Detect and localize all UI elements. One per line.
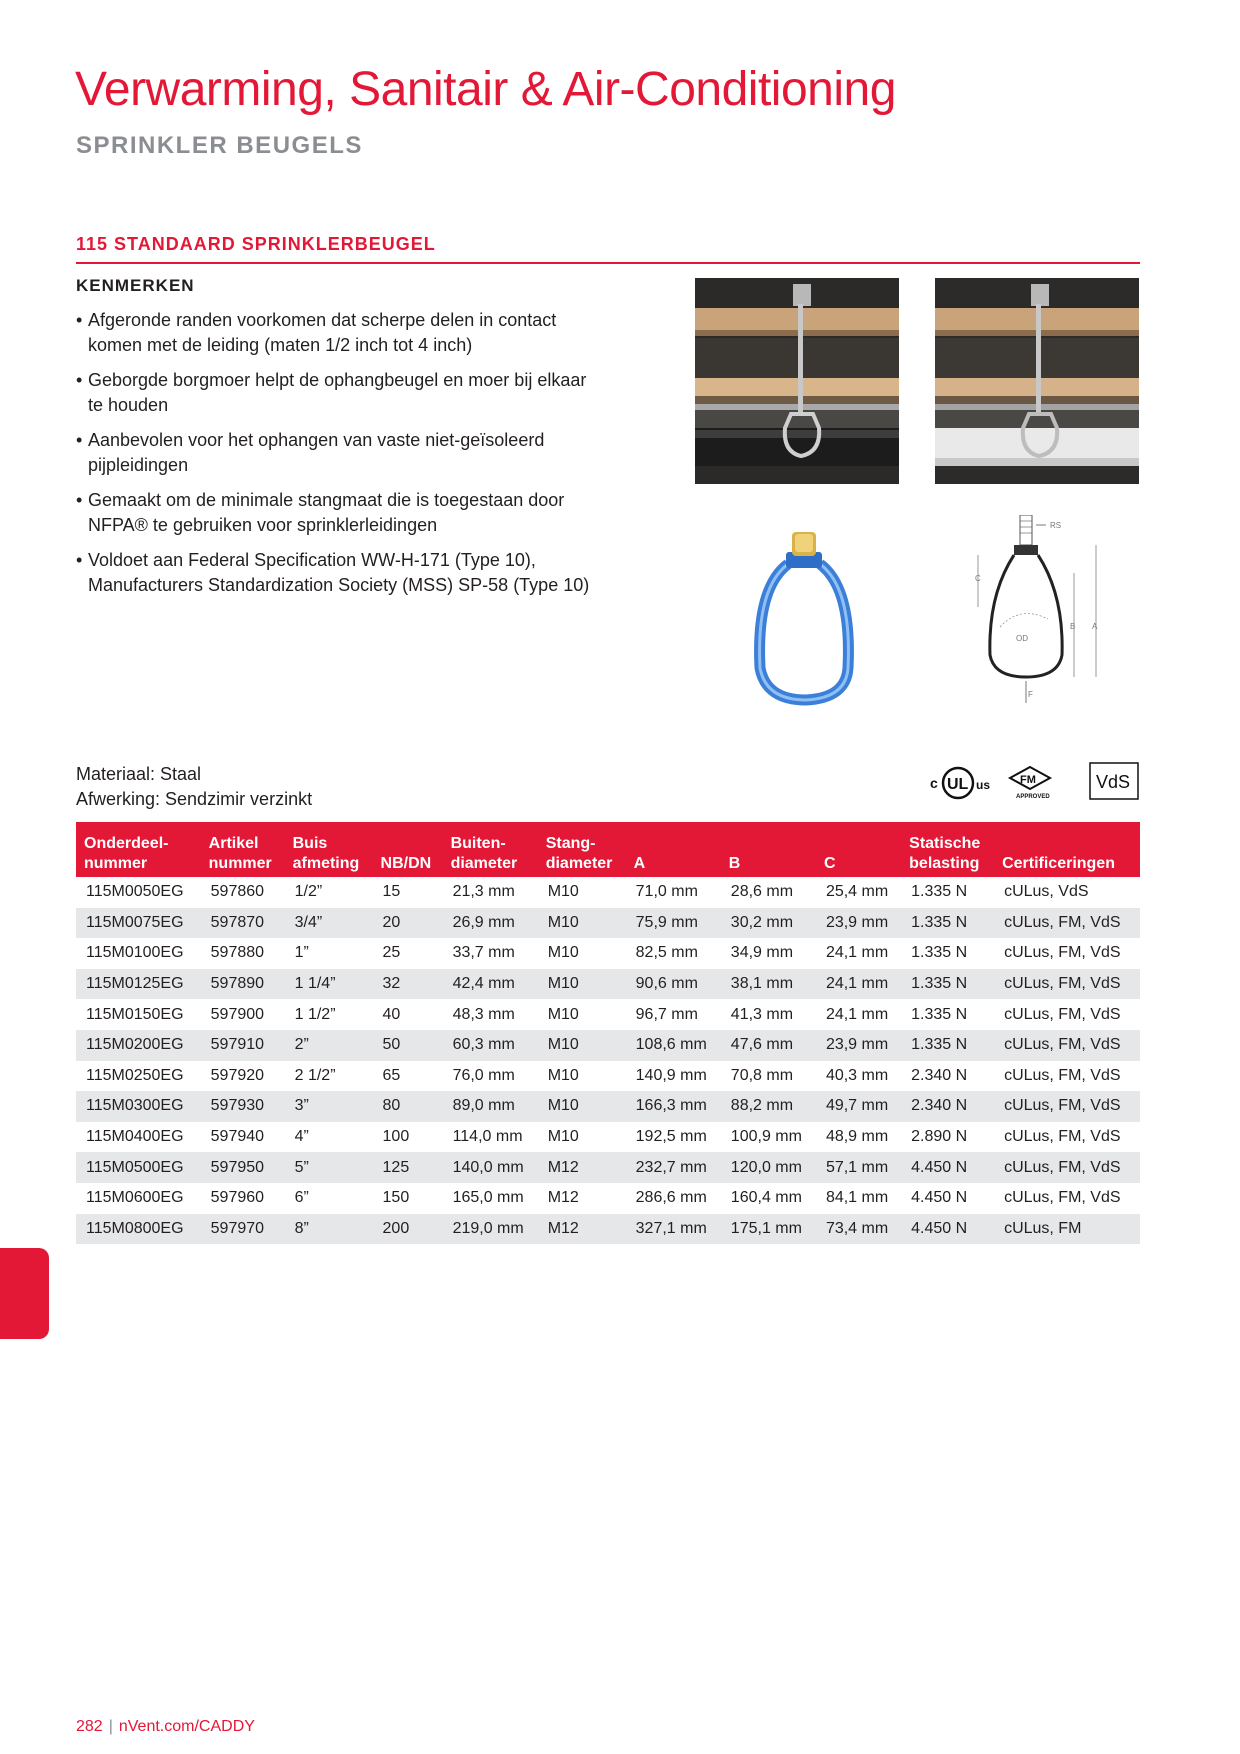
installed-hanger-photo-white-pipe [935, 278, 1139, 484]
header-dim-b [721, 822, 816, 877]
footer [76, 1718, 255, 1736]
cell-article-number: 597950 [201, 1152, 285, 1183]
cell-article-number: 597900 [210, 1005, 265, 1023]
header-line [729, 834, 812, 854]
table-row [76, 1061, 1140, 1092]
cell-dim-c: 24,1 mm [825, 944, 889, 962]
cell-dim-c: 24,1 mm [825, 1005, 889, 1023]
cell-dim-a: 327,1 mm [626, 1214, 721, 1245]
side-section-tab [0, 1248, 49, 1339]
vds-logo [1090, 763, 1138, 799]
cell-certifications: cULus, FM, VdS [1004, 1189, 1121, 1207]
header-line: Artikel [208, 835, 259, 852]
cell-dim-c: 73,4 mm [816, 1214, 901, 1245]
cell-article-number: 597860 [210, 883, 265, 901]
cell-nb-dn: 100 [382, 1128, 410, 1146]
header-line: diameter [450, 855, 518, 872]
feature-item: • Aanbevolen voor het ophangen van vaste niet-geïsoleerd pijpleidingen [76, 428, 596, 478]
cell-nb-dn: 80 [373, 1091, 443, 1122]
cell-nb-dn: 32 [373, 969, 443, 1000]
cell-static-load: 4.450 N [901, 1152, 994, 1183]
cell-pipe-size: 3/4” [285, 908, 373, 939]
cell-rod-diameter: M10 [547, 1066, 579, 1084]
header-line: Statische [909, 835, 981, 852]
diagram-label-rs: RS [1050, 521, 1062, 530]
cell-certifications: cULus, FM, VdS [1004, 1128, 1121, 1146]
feature-item: • Voldoet aan Federal Specification WW-H-171 (Type 10), Manufacturers Standardization Society (MSS) SP-58 (Type 10) [76, 548, 596, 598]
certification-logos [930, 758, 1140, 804]
cell-article-number: 597940 [210, 1128, 265, 1146]
cell-part-number: 115M0125EG [76, 969, 201, 1000]
cell-dim-b: 28,6 mm [730, 883, 794, 901]
cell-article-number: 597970 [201, 1214, 285, 1245]
cell-nb-dn: 65 [382, 1066, 401, 1084]
fm-mark: FM [1020, 774, 1036, 786]
cell-certifications: cULus, FM, VdS [1004, 1066, 1121, 1084]
cell-outer-diameter: 60,3 mm [443, 1030, 538, 1061]
cell-rod-diameter: M10 [547, 1005, 579, 1023]
cell-certifications: cULus, FM, VdS [994, 1030, 1140, 1061]
features-heading: KENMERKEN [76, 276, 195, 295]
installed-hanger-photo-black-pipe [695, 278, 899, 484]
header-line: belasting [909, 855, 980, 872]
header-line [381, 834, 439, 854]
cell-part-number: 115M0300EG [76, 1091, 201, 1122]
cell-pipe-size: 8” [285, 1214, 373, 1245]
cell-dim-a: 166,3 mm [626, 1091, 721, 1122]
cell-certifications: cULus, FM, VdS [994, 1091, 1140, 1122]
cell-certifications: cULus, VdS [1004, 883, 1089, 901]
cell-certifications: cULus, FM, VdS [1004, 1005, 1121, 1023]
table-row [76, 999, 1140, 1030]
cell-nb-dn: 200 [373, 1214, 443, 1245]
cell-rod-diameter: M12 [538, 1214, 626, 1245]
table-body [76, 877, 1140, 1244]
cell-part-number: 115M0100EG [86, 944, 184, 962]
vds-mark: VdS [1096, 772, 1131, 792]
cell-rod-diameter: M10 [538, 969, 626, 1000]
cell-article-number: 597880 [210, 944, 265, 962]
table-header-row [76, 822, 1140, 877]
table-row [76, 877, 1140, 908]
fm-approved-text: APPROVED [1016, 794, 1050, 800]
cell-outer-diameter: 140,0 mm [443, 1152, 538, 1183]
cell-dim-b: 120,0 mm [721, 1152, 816, 1183]
table-row [76, 969, 1140, 1000]
cell-dim-b: 70,8 mm [730, 1066, 794, 1084]
header-rod-diameter [538, 822, 626, 877]
cell-dim-c: 57,1 mm [816, 1152, 901, 1183]
cell-certifications: cULus, FM [994, 1214, 1140, 1245]
cell-nb-dn: 20 [373, 908, 443, 939]
footer-separator: | [108, 1718, 113, 1735]
page-subtitle: SPRINKLER BEUGELS [76, 132, 363, 159]
cell-nb-dn: 25 [382, 944, 401, 962]
fm-approved-logo [1010, 767, 1050, 800]
header-dim-c [816, 822, 901, 877]
cell-dim-a: 232,7 mm [626, 1152, 721, 1183]
header-nb-dn [373, 822, 443, 877]
cell-nb-dn: 50 [373, 1030, 443, 1061]
footer-site-link[interactable]: nVent.com/CADDY [118, 1718, 255, 1735]
header-line: nummer [208, 855, 272, 872]
feature-item: • Geborgde borgmoer helpt de ophangbeugel en moer bij elkaar te houden [76, 368, 596, 418]
cell-part-number: 115M0200EG [76, 1030, 201, 1061]
cell-part-number: 115M0150EG [86, 1005, 184, 1023]
cell-outer-diameter: 33,7 mm [452, 944, 515, 962]
cell-certifications: cULus, FM, VdS [994, 908, 1140, 939]
diagram-label-b: B [1070, 622, 1076, 631]
cell-outer-diameter: 26,9 mm [443, 908, 538, 939]
cell-article-number: 597870 [201, 908, 285, 939]
header-line [1002, 834, 1136, 854]
header-line [824, 834, 897, 854]
cell-static-load: 2.890 N [911, 1128, 968, 1146]
cell-nb-dn: 40 [382, 1005, 401, 1023]
header-line: Stang- [545, 835, 596, 852]
table-row [76, 1122, 1140, 1153]
cell-rod-diameter: M12 [547, 1189, 579, 1207]
cell-dim-b: 41,3 mm [730, 1005, 794, 1023]
cell-outer-diameter: 219,0 mm [443, 1214, 538, 1245]
cell-pipe-size: 1 1/2” [294, 1005, 336, 1023]
cell-dim-a: 71,0 mm [635, 883, 698, 901]
cell-part-number: 115M0075EG [76, 908, 201, 939]
cell-dim-a: 96,7 mm [635, 1005, 698, 1023]
cell-outer-diameter: 21,3 mm [452, 883, 515, 901]
header-static-load [901, 822, 994, 877]
header-line: afmeting [292, 855, 360, 872]
cell-pipe-size: 4” [294, 1128, 309, 1146]
cell-pipe-size: 2” [285, 1030, 373, 1061]
features-list [76, 308, 596, 608]
header-line: Certificeringen [1002, 855, 1115, 872]
cell-article-number: 597910 [201, 1030, 285, 1061]
cell-part-number: 115M0800EG [76, 1214, 201, 1245]
finish-line: Afwerking: Sendzimir verzinkt [76, 789, 313, 809]
cell-pipe-size: 1 1/4” [285, 969, 373, 1000]
feature-item: • Afgeronde randen voorkomen dat scherpe delen in contact komen met de leiding (maten 1/2 inch tot 4 inch) [76, 308, 596, 358]
cell-outer-diameter: 76,0 mm [452, 1066, 515, 1084]
cell-pipe-size: 2 1/2” [294, 1066, 336, 1084]
diagram-label-c: C [975, 574, 981, 583]
material-line: Materiaal: Staal [76, 764, 202, 784]
section-divider [76, 262, 1140, 264]
header-certifications [994, 822, 1140, 877]
cell-dim-a: 192,5 mm [635, 1128, 707, 1146]
header-line: Onderdeel- [84, 835, 169, 852]
header-article-number [201, 822, 285, 877]
cell-static-load: 1.335 N [901, 908, 994, 939]
cell-static-load: 4.450 N [911, 1189, 968, 1207]
header-part-number [76, 822, 201, 877]
cell-dim-b: 38,1 mm [721, 969, 816, 1000]
cell-nb-dn: 150 [382, 1189, 410, 1207]
cell-dim-b: 175,1 mm [721, 1214, 816, 1245]
cell-dim-c: 25,4 mm [825, 883, 889, 901]
header-line: B [728, 855, 741, 872]
ul-c-mark: c [930, 775, 938, 791]
cell-certifications: cULus, FM, VdS [994, 969, 1140, 1000]
cell-static-load: 1.335 N [901, 1030, 994, 1061]
cell-dim-a: 108,6 mm [626, 1030, 721, 1061]
cell-dim-c: 84,1 mm [825, 1189, 889, 1207]
cell-dim-b: 160,4 mm [730, 1189, 802, 1207]
header-line: NB/DN [380, 855, 432, 872]
cell-rod-diameter: M12 [538, 1152, 626, 1183]
cell-rod-diameter: M10 [547, 883, 579, 901]
cell-part-number: 115M0050EG [86, 883, 184, 901]
feature-item: • Gemaakt om de minimale stangmaat die is toegestaan door NFPA® te gebruiken voor sprinklerleidingen [76, 488, 596, 538]
cell-dim-c: 23,9 mm [816, 1030, 901, 1061]
header-pipe-size [285, 822, 373, 877]
header-line: A [633, 855, 646, 872]
cell-dim-b: 34,9 mm [730, 944, 794, 962]
table-row [76, 1030, 1140, 1061]
cell-dim-c: 49,7 mm [816, 1091, 901, 1122]
ul-us-mark: us [976, 778, 991, 792]
header-dim-a [626, 822, 721, 877]
header-outer-diameter [443, 822, 538, 877]
page-title: Verwarming, Sanitair & Air-Conditioning [75, 63, 896, 116]
cell-static-load: 1.335 N [911, 1005, 968, 1023]
cell-dim-b: 100,9 mm [730, 1128, 802, 1146]
cell-rod-diameter: M10 [547, 944, 579, 962]
cell-dim-c: 24,1 mm [816, 969, 901, 1000]
cell-dim-c: 40,3 mm [825, 1066, 889, 1084]
cell-pipe-size: 6” [294, 1189, 309, 1207]
header-line [634, 834, 717, 854]
header-line: Buis [292, 835, 328, 852]
header-line: C [823, 855, 836, 872]
cell-pipe-size: 1/2” [294, 883, 323, 901]
cell-certifications: cULus, FM, VdS [994, 1152, 1140, 1183]
page-number: 282 [76, 1718, 103, 1735]
diagram-label-od: OD [1016, 634, 1028, 643]
header-line: diameter [545, 855, 613, 872]
cell-outer-diameter: 114,0 mm [452, 1128, 523, 1146]
cell-dim-c: 48,9 mm [825, 1128, 889, 1146]
cell-dim-b: 47,6 mm [721, 1030, 816, 1061]
cell-dim-b: 88,2 mm [721, 1091, 816, 1122]
cell-article-number: 597890 [201, 969, 285, 1000]
table-row [76, 1214, 1140, 1245]
cell-dim-a: 82,5 mm [635, 944, 698, 962]
table-row [76, 1152, 1140, 1183]
cell-outer-diameter: 89,0 mm [443, 1091, 538, 1122]
cell-nb-dn: 125 [373, 1152, 443, 1183]
product-hanger-image [748, 528, 858, 708]
cell-outer-diameter: 165,0 mm [452, 1189, 524, 1207]
cell-part-number: 115M0600EG [86, 1189, 184, 1207]
table-row [76, 908, 1140, 939]
cell-static-load: 1.335 N [911, 883, 968, 901]
cell-dim-a: 286,6 mm [635, 1189, 707, 1207]
cell-pipe-size: 1” [294, 944, 309, 962]
cell-dim-a: 90,6 mm [626, 969, 721, 1000]
cell-article-number: 597920 [210, 1066, 265, 1084]
cell-dim-c: 23,9 mm [816, 908, 901, 939]
header-line: Buiten- [450, 835, 506, 852]
cell-dim-a: 75,9 mm [626, 908, 721, 939]
ul-mark: UL [947, 776, 969, 793]
cell-nb-dn: 15 [382, 883, 401, 901]
cul-us-logo [930, 768, 990, 798]
cell-static-load: 1.335 N [901, 969, 994, 1000]
table-row [76, 938, 1140, 969]
material-info [76, 762, 312, 812]
table-row [76, 1183, 1140, 1214]
table-row [76, 1091, 1140, 1122]
dimension-diagram [970, 515, 1120, 715]
cell-rod-diameter: M10 [538, 908, 626, 939]
cell-outer-diameter: 42,4 mm [443, 969, 538, 1000]
cell-static-load: 1.335 N [911, 944, 968, 962]
cell-rod-diameter: M10 [538, 1091, 626, 1122]
cell-static-load: 4.450 N [901, 1214, 994, 1245]
cell-dim-b: 30,2 mm [721, 908, 816, 939]
cell-outer-diameter: 48,3 mm [452, 1005, 515, 1023]
header-line: nummer [84, 855, 148, 872]
cell-static-load: 2.340 N [911, 1066, 968, 1084]
specification-table [76, 822, 1140, 1244]
diagram-label-a: A [1092, 622, 1098, 631]
cell-article-number: 597960 [210, 1189, 265, 1207]
cell-static-load: 2.340 N [901, 1091, 994, 1122]
cell-pipe-size: 3” [285, 1091, 373, 1122]
cell-part-number: 115M0250EG [86, 1066, 184, 1084]
diagram-label-f: F [1028, 690, 1033, 699]
cell-pipe-size: 5” [285, 1152, 373, 1183]
cell-dim-a: 140,9 mm [635, 1066, 707, 1084]
cell-certifications: cULus, FM, VdS [1004, 944, 1121, 962]
cell-rod-diameter: M10 [547, 1128, 579, 1146]
cell-part-number: 115M0400EG [86, 1128, 184, 1146]
cell-rod-diameter: M10 [538, 1030, 626, 1061]
section-title: 115 STANDAARD SPRINKLERBEUGEL [76, 234, 436, 254]
cell-article-number: 597930 [201, 1091, 285, 1122]
cell-part-number: 115M0500EG [76, 1152, 201, 1183]
